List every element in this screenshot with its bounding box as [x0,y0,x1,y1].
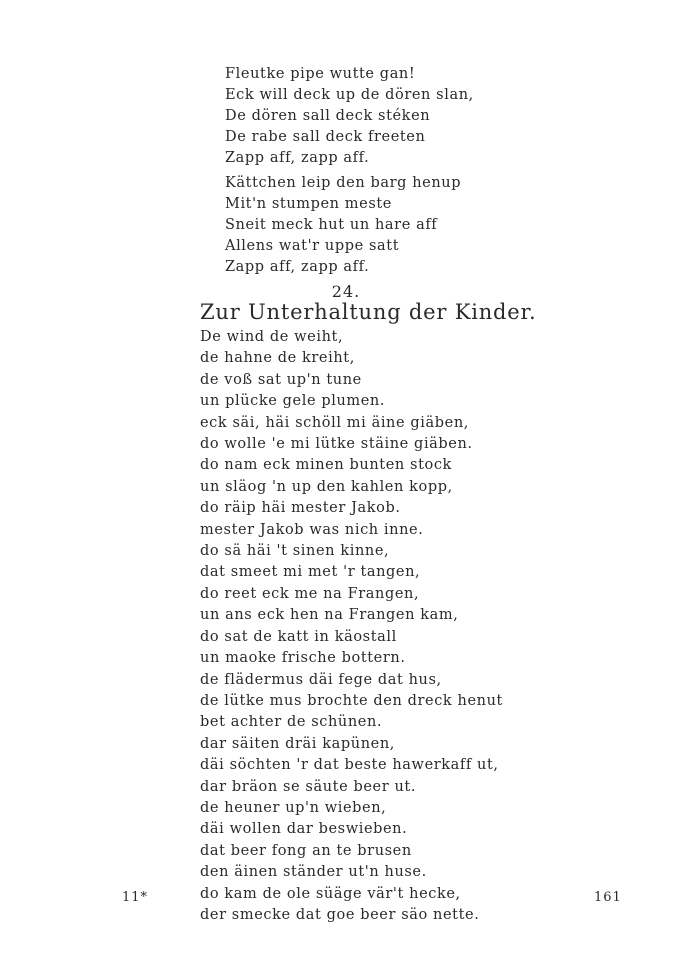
poem-line: dat smeet mi met 'r tangen, [200,564,421,581]
verse-line: Sneit meck hut un hare aff [225,217,438,233]
poem-line: den äinen ständer ut'n huse. [200,864,427,881]
verse-line: Mit'n stumpen meste [225,196,392,212]
poem-line: bet achter de schünen. [200,714,383,731]
poem-line: dat beer fong an te brusen [200,842,412,859]
verse-line: Fleutke pipe wutte gan! [225,66,416,82]
verse-line: Zapp aff, zapp aff. [225,150,370,166]
poem-body [200,327,503,926]
verse-stanza-2 [225,173,461,278]
verse-line: Kättchen leip den barg henup [225,175,462,191]
poem-line: de hahne de kreiht, [200,350,355,367]
poem-line: do sat de katt in käostall [200,628,397,645]
poem-line: do reet eck me na Frangen, [200,585,420,602]
verse-line: De rabe sall deck freeten [225,129,426,145]
poem-line: de voß sat up'n tune [200,371,362,388]
poem-line: eck säi, häi schöll mi äine giäben, [200,414,469,431]
poem-line: do räip häi mester Jakob. [200,500,401,517]
poem-line: de heuner up'n wieben, [200,799,387,816]
poem-line: dar bräon se säute beer ut. [200,778,417,795]
poem-line: un plücke gele plumen. [200,393,386,410]
poem-line: do sä häi 't sinen kinne, [200,543,390,560]
poem-line: der smecke dat goe beer säo nette. [200,906,480,923]
poem-line: mester Jakob was nich inne. [200,521,424,538]
poem-line: do kam de ole süäge vär't hecke, [200,885,461,902]
poem-line: däi wollen dar beswieben. [200,821,408,838]
poem-line: un släog 'n up den kahlen kopp, [200,478,453,495]
page-number: 161 [594,890,622,905]
signature-mark: 11* [122,890,149,905]
poem-line: do wolle 'e mi lütke stäine giäben. [200,436,473,453]
verse-line: Allens wat'r uppe satt [225,238,400,254]
verse-line: Zapp aff, zapp aff. [225,259,370,275]
section-title: Zur Unterhaltung der Kinder. [200,300,537,324]
poem-line: de flädermus däi fege dat hus, [200,671,442,688]
verse-stanza-1 [225,64,474,169]
poem-line: De wind de weiht, [200,329,344,345]
section-number: 24. [331,282,361,301]
poem-line: do nam eck minen bunten stock [200,457,452,474]
verse-line: De dören sall deck stéken [225,108,431,124]
verse-line: Eck will deck up de dören slan, [225,87,474,103]
poem-line: un ans eck hen na Frangen kam, [200,607,459,624]
poem-line: un maoke frische bottern. [200,650,406,667]
poem-line: de lütke mus brochte den dreck henut [200,692,503,709]
poem-line: däi söchten 'r dat beste hawerkaff ut, [200,757,499,774]
poem-line: dar säiten dräi kapünen, [200,735,395,752]
